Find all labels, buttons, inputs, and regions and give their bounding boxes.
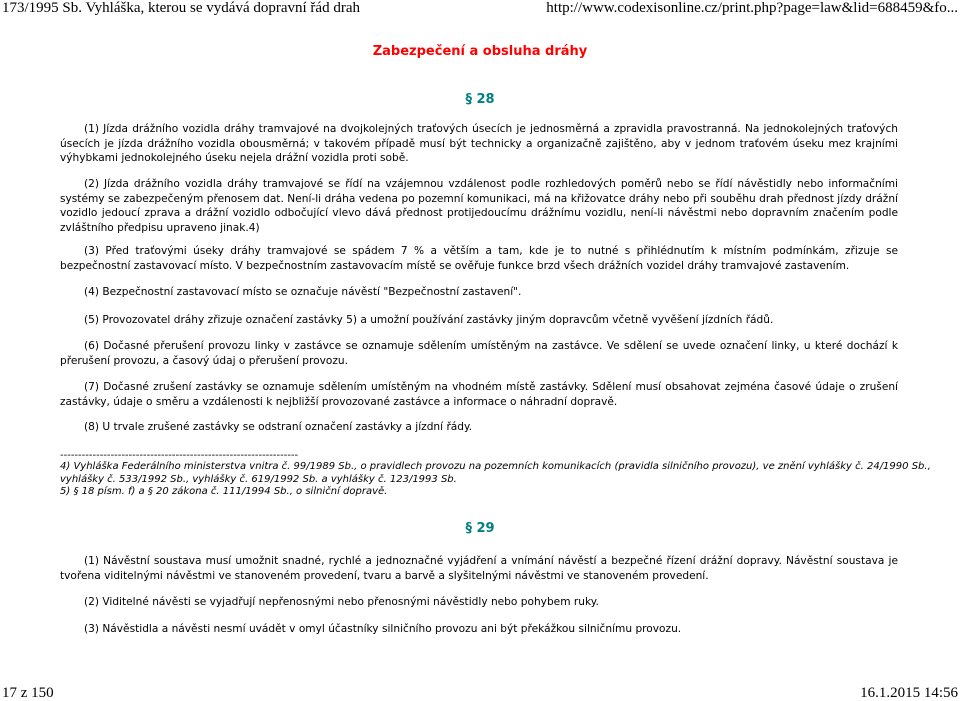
chapter-title: Zabezpečení a obsluha dráhy [372,44,588,59]
footnote-separator: ------------------------------------------------------------------ [60,450,299,461]
paragraph-29-1: (1) Návěstní soustava musí umožnit snadné, rychlé a jednoznačné vyjádření a vnímání návěstí a bezpečné řízení drážní dopravy. Návěstní soustava je tvořena viditelnými návěstmi ve stanoveném provedení, tvaru a barvě a slyšitelnými návěstmi ve stanoveném provedení. [60,555,898,582]
print-footer [0,685,960,701]
footnote-4-line-1: 4) Vyhláška Federálního ministerstva vnitra č. 99/1989 Sb., o pravidlech provozu na pozemních komunikacích (pravidla silničního provozu), ve znění vyhlášky č. 24/1990 Sb., [60,461,931,472]
footnote-5: 5) § 18 písm. f) a § 20 zákona č. 111/1994 Sb., o silniční dopravě. [60,486,388,497]
paragraph-29-3: (3) Návěstidla a návěsti nesmí uvádět v omyl účastníky silničního provozu ani být překážkou silničnímu provozu. [84,623,682,635]
print-header [0,0,960,16]
print-header-url: http://www.codexisonline.cz/print.php?page=law&lid=688459&fo... [546,0,958,16]
paragraph-28-3: (3) Před traťovými úseky dráhy tramvajové se spádem 7 % a větším a tam, kde je to nutné s přihlédnutím k místním podmínkám, zřizuje se bezpečnostní zastavovací místo. V bezpečnostním zastavovacím místě se ověřuje funkce brzd všech drážních vozidel dráhy tramvajové zastavením. [60,245,898,272]
paragraph-28-5: (5) Provozovatel dráhy zřizuje označení zastávky 5) a umožní používání zastávky jiným dopravcům včetně vyvěšení jízdních řádů. [84,314,774,326]
paragraph-28-4: (4) Bezpečnostní zastavovací místo se označuje návěstí "Bezpečnostní zastavení". [84,286,522,298]
footnotes [60,461,931,499]
paragraph-28-2: (2) Jízda drážního vozidla dráhy tramvajové se řídí na vzájemnou vzdálenost podle rozhledových poměrů nebo se řídí návěstidly nebo informačními systémy se zabezpečeným přenosem dat. Není-li dráha vedena po pozemní komunikaci, má na křižovatce dráhy nebo při souběhu drah přednost jízdy drážní vozidlo jedoucí zprava a drážní vozidlo odbočující vlevo dává přednost protijedoucímu drážnímu vozidlu, není-li návěstmi nebo dopravním značením podle zvláštního předpisu upraveno jinak.4) [60,178,898,234]
paragraph-28-7: (7) Dočasné zrušení zastávky se oznamuje sdělením umístěným na vhodném místě zastávky. Sdělení musí obsahovat zejména časové údaje o zrušení zastávky, údaje o směru a vzdálenosti k nejbližší provozované zastávce a informace o náhradní dopravě. [60,381,898,408]
print-header-title: 173/1995 Sb. Vyhláška, kterou se vydává dopravní řád drah [2,0,360,16]
page-counter: 17 z 150 [2,685,54,701]
paragraph-29-2: (2) Viditelné návěsti se vyjadřují nepřenosnými nebo přenosnými návěstidly nebo pohybem ruky. [84,596,599,608]
paragraph-28-1: (1) Jízda drážního vozidla dráhy tramvajové na dvojkolejných traťových úsecích je jednosměrná a zpravidla pravostranná. Na jednokolejných traťových úsecích je jízda drážního vozidla obousměrná; v takovém případě musí být technicky a organizačně zajištěno, aby v jednom traťovém úseku mez krajními výhybkami jednokolejného úseku nejela drážní vozidla proti sobě. [60,123,898,164]
print-timestamp: 16.1.2015 14:56 [860,685,958,701]
footnote-4-line-2: vyhlášky č. 533/1992 Sb., vyhlášky č. 619/1992 Sb. a vyhlášky č. 123/1993 Sb. [60,473,457,485]
paragraph-28-8: (8) U trvale zrušené zastávky se odstraní označení zastávky a jízdní řády. [84,421,473,433]
section-heading-29: § 29 [465,521,495,536]
section-heading-28: § 28 [465,92,495,107]
paragraph-28-6: (6) Dočasné přerušení provozu linky v zastávce se oznamuje sdělením umístěným na zastávce. Ve sdělení se uvede označení linky, u které dochází k přerušení provozu, a časový údaj o přerušení provozu. [60,340,898,367]
